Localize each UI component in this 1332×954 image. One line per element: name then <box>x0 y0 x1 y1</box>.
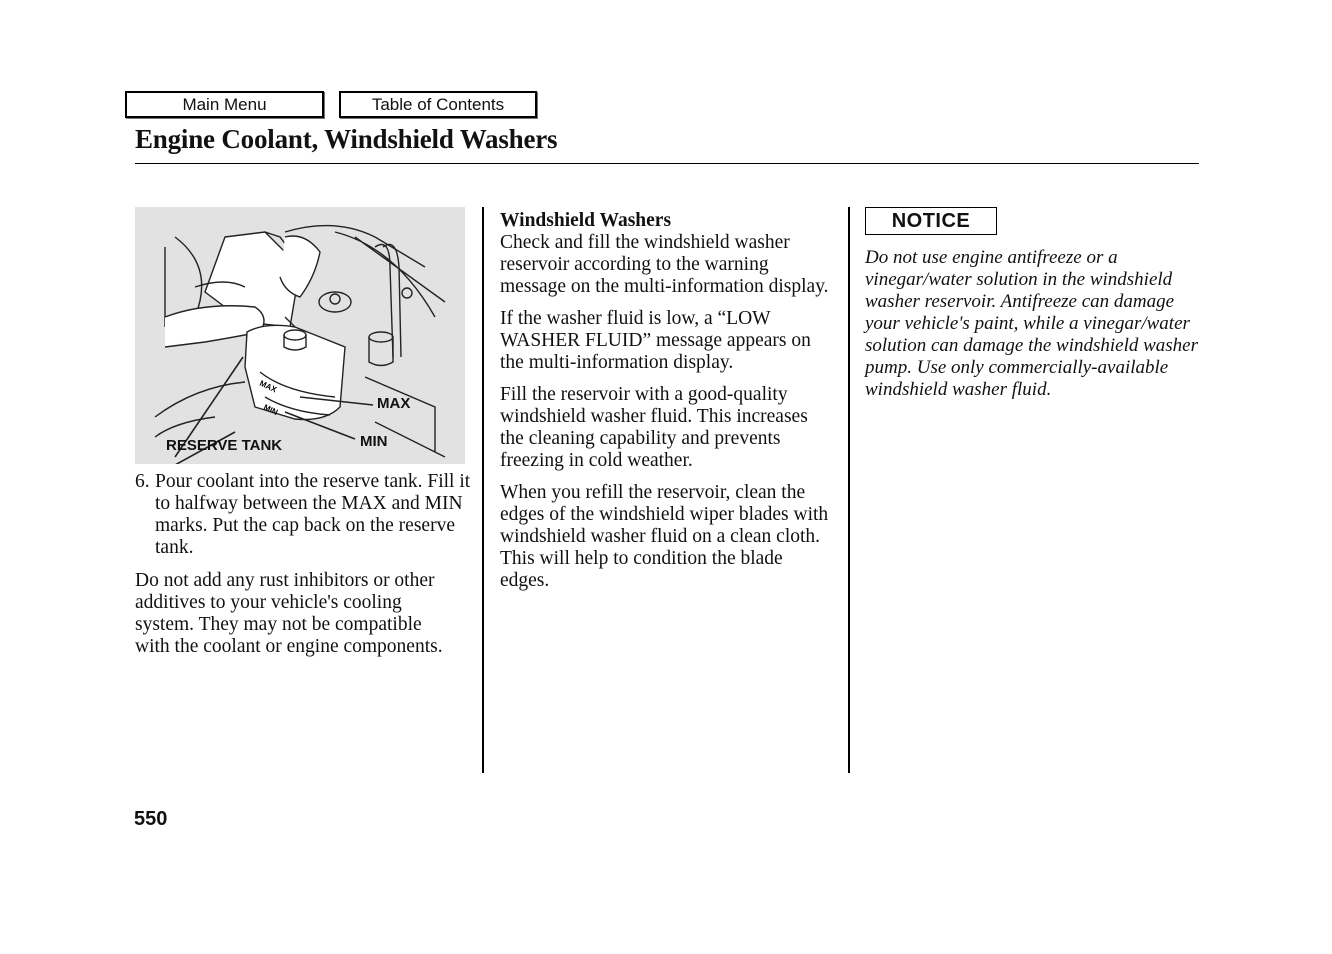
coolant-reserve-tank-illustration <box>135 207 465 464</box>
section-paragraph: Fill the reservoir with a good-quality windshield washer fluid. This increases the cleaning capability and prevents freezing in cold weather. <box>500 384 808 471</box>
reserve-tank-label: RESERVE TANK <box>166 437 283 454</box>
reserve-tank-drawing <box>135 207 465 464</box>
column-divider-1 <box>482 207 484 773</box>
tank-min-mark: MIN <box>262 402 280 418</box>
section-paragraph: If the washer fluid is low, a “LOW WASHER FLUID” message appears on the multi-information display. <box>500 308 811 373</box>
title-divider <box>135 163 1199 164</box>
column-divider-2 <box>848 207 850 773</box>
max-label: MAX <box>377 395 411 412</box>
section-intro: Check and fill the windshield washer reservoir according to the warning message on the multi-information display. <box>500 232 829 297</box>
windshield-washers-section <box>500 210 835 602</box>
page-number: 550 <box>134 808 168 830</box>
table-of-contents-button[interactable]: Table of Contents <box>339 91 537 118</box>
step-text: Pour coolant into the reserve tank. Fill it to halfway between the MAX and MIN marks. Put the cap back on the reserve tank. <box>155 471 471 558</box>
notice-badge: NOTICE <box>865 207 997 235</box>
notice-text: Do not use engine antifreeze or a vinegar/water solution in the windshield washer reservoir. Antifreeze can damage your vehicle's paint, while a vinegar/water solution can damage the windshield washer pump. Use only commercially-available windshield washer fluid. <box>865 247 1199 400</box>
min-label: MIN <box>360 433 388 450</box>
tank-max-mark: MAX <box>258 378 279 395</box>
section-paragraph: When you refill the reservoir, clean the edges of the windshield wiper blades with windshield washer fluid on a clean cloth. This will help to condition the blade edges. <box>500 482 829 591</box>
page-title: Engine Coolant, Windshield Washers <box>135 124 558 154</box>
column1-paragraph: Do not add any rust inhibitors or other additives to your vehicle's cooling system. They may not be compatible with the coolant or engine components. <box>135 570 443 657</box>
section-heading: Windshield Washers <box>500 210 672 231</box>
main-menu-button[interactable]: Main Menu <box>125 91 324 118</box>
step-number: 6. <box>135 471 150 492</box>
step-6 <box>135 471 475 559</box>
